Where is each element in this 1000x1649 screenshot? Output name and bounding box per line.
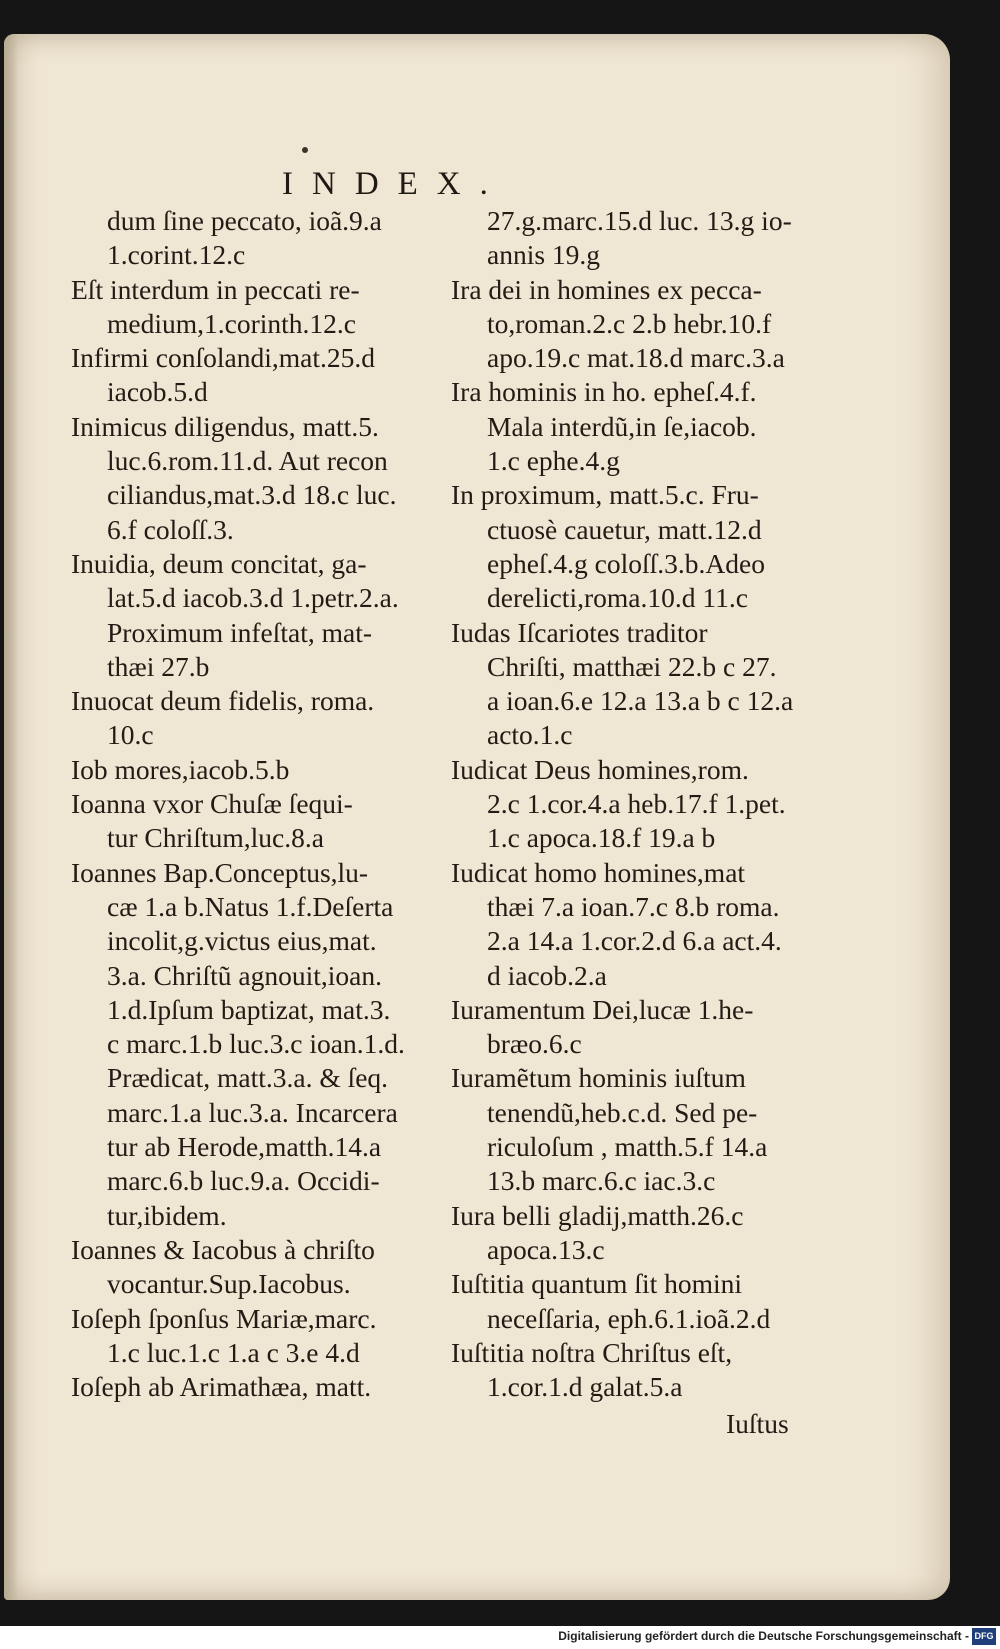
index-entry-line: Mala interdũ,in ſe,iacob.	[487, 410, 757, 442]
index-entry	[451, 1267, 806, 1336]
index-entry	[71, 684, 426, 753]
index-entry-line: Ira dei in homines ex pecca-	[451, 273, 762, 305]
running-head: INDEX.	[282, 166, 507, 202]
index-entry-line: marc.1.a luc.3.a. Incarcera	[107, 1096, 398, 1128]
index-entry-line: incolit,g.victus eius,mat.	[107, 925, 377, 957]
index-entry-line: annis 19.g	[487, 239, 601, 271]
index-entry	[71, 1302, 426, 1371]
index-entry-line: 13.b marc.6.c iac.3.c	[487, 1165, 716, 1197]
index-entry-line: Iob mores,iacob.5.b	[71, 753, 290, 785]
index-entry-line: apoca.13.c	[487, 1233, 605, 1265]
index-entry-line: Iuramentum Dei,lucæ 1.he-	[451, 993, 754, 1025]
index-entry-line: acto.1.c	[487, 719, 573, 751]
index-entry-line: marc.6.b luc.9.a. Occidi-	[107, 1165, 380, 1197]
digitization-footer	[0, 1626, 1000, 1649]
index-entry	[451, 616, 806, 753]
index-entry-line: thæi 27.b	[107, 650, 210, 682]
index-entry-line: a ioan.6.e 12.a 13.a b c 12.a	[487, 685, 794, 717]
dfg-logo: DFG	[972, 1628, 996, 1645]
index-entry-line: luc.6.rom.11.d. Aut recon	[107, 445, 388, 477]
index-entry	[451, 273, 806, 376]
index-entry-line: Ira hominis in ho. epheſ.4.f.	[451, 376, 757, 408]
index-entry-line: Ioſeph ab Arimathæa, matt.	[71, 1371, 372, 1403]
index-entry-line: Infirmi conſolandi,mat.25.d	[71, 342, 375, 374]
index-entry-line: Inuidia, deum concitat, ga-	[71, 547, 367, 579]
ink-dot	[302, 147, 308, 153]
index-entry-line: epheſ.4.g coloſſ.3.b.Adeo	[487, 547, 765, 579]
index-entry	[71, 753, 426, 787]
index-entry-line: apo.19.c mat.18.d marc.3.a	[487, 342, 785, 374]
index-entry-line: In proximum, matt.5.c. Fru-	[451, 479, 759, 511]
index-entry-line: 1.c apoca.18.f 19.a b	[487, 822, 716, 854]
index-column-right	[451, 204, 806, 1404]
index-entry-line: Ioannes Bap.Conceptus,lu-	[71, 856, 369, 888]
index-entry-line: 6.f coloſſ.3.	[107, 513, 234, 545]
index-entry-line: 1.corint.12.c	[107, 239, 246, 271]
index-entry-line: derelicti,roma.10.d 11.c	[487, 582, 748, 614]
index-entry	[451, 856, 806, 993]
index-entry-line: d iacob.2.a	[487, 959, 607, 991]
index-entry	[71, 856, 426, 1233]
index-entry-line: Iudicat homo homines,mat	[451, 856, 746, 888]
index-entry-line: Proximum infeſtat, mat-	[107, 616, 373, 648]
index-entry-line: Chriſti, matthæi 22.b c 27.	[487, 650, 777, 682]
index-entry	[451, 478, 806, 615]
index-entry-line: tur ab Herode,matth.14.a	[107, 1131, 382, 1163]
index-entry-line: iacob.5.d	[107, 376, 208, 408]
index-entry	[451, 1061, 806, 1198]
index-entry	[451, 1336, 806, 1405]
index-entry-line: tur Chriſtum,luc.8.a	[107, 822, 324, 854]
index-entry-line: tur,ibidem.	[107, 1199, 227, 1231]
index-entry-line: Prædicat, matt.3.a. & ſeq.	[107, 1062, 389, 1094]
index-entry-line: 2.a 14.a 1.cor.2.d 6.a act.4.	[487, 925, 782, 957]
index-entry-line: vocantur.Sup.Iacobus.	[107, 1268, 351, 1300]
index-entry-line: 27.g.marc.15.d luc. 13.g io-	[487, 205, 792, 236]
index-entry-line: Ioanna vxor Chuſæ ſequi-	[71, 788, 353, 820]
index-entry-line: to,roman.2.c 2.b hebr.10.f	[487, 307, 772, 339]
index-entry-line: Ioannes & Iacobus à chriſto	[71, 1233, 375, 1265]
index-entry	[451, 1199, 806, 1268]
index-entry	[71, 787, 426, 856]
index-entry	[451, 993, 806, 1062]
index-entry-line: tenendũ,heb.c.d. Sed pe-	[487, 1096, 758, 1128]
index-entry	[71, 547, 426, 684]
index-entry-line: Inuocat deum fidelis, roma.	[71, 685, 375, 717]
index-entry-line: cæ 1.a b.Natus 1.f.Deſerta	[107, 890, 394, 922]
index-entry-line: Inimicus diligendus, matt.5.	[71, 410, 379, 442]
index-entry-line: Iuſtitia noſtra Chriſtus eſt,	[451, 1336, 733, 1368]
index-entry-line: ctuosè cauetur, matt.12.d	[487, 513, 762, 545]
funding-credit: Digitalisierung gefördert durch die Deutsche Forschungsgemeinschaft -	[558, 1629, 969, 1643]
index-entry-line: Iuramẽtum hominis iuſtum	[451, 1062, 746, 1094]
index-entry-line: Eſt interdum in peccati re-	[71, 273, 360, 305]
index-entry	[451, 204, 806, 273]
index-entry	[71, 1233, 426, 1302]
catchword: Iuſtus	[726, 1408, 789, 1439]
index-entry-line: riculoſum , matth.5.f 14.a	[487, 1131, 768, 1163]
index-entry	[71, 204, 426, 273]
index-entry-line: Ioſeph ſponſus Mariæ,marc.	[71, 1302, 377, 1334]
book-page	[4, 34, 950, 1600]
index-entry-line: Iuſtitia quantum ſit homini	[451, 1268, 743, 1300]
index-entry-line: neceſſaria, eph.6.1.ioã.2.d	[487, 1302, 771, 1334]
index-entry-line: 1.c luc.1.c 1.a c 3.e 4.d	[107, 1336, 360, 1368]
index-column-left	[71, 204, 426, 1404]
index-entry	[71, 341, 426, 410]
index-entry-line: lat.5.d iacob.3.d 1.petr.2.a.	[107, 582, 399, 614]
index-entry-line: c marc.1.b luc.3.c ioan.1.d.	[107, 1028, 405, 1060]
index-entry-line: dum ſine peccato, ioã.9.a	[107, 205, 382, 236]
index-entry-line: 1.cor.1.d galat.5.a	[487, 1371, 683, 1403]
index-entry	[451, 753, 806, 856]
index-entry-line: 10.c	[107, 719, 154, 751]
index-entry	[71, 410, 426, 547]
index-entry	[451, 375, 806, 478]
index-entry-line: thæi 7.a ioan.7.c 8.b roma.	[487, 890, 780, 922]
index-entry-line: 2.c 1.cor.4.a heb.17.f 1.pet.	[487, 788, 786, 820]
index-entry-line: Iudas Iſcariotes traditor	[451, 616, 708, 648]
index-entry	[71, 273, 426, 342]
index-entry-line: bræo.6.c	[487, 1028, 582, 1060]
index-entry-line: Iudicat Deus homines,rom.	[451, 753, 749, 785]
index-entry-line: ciliandus,mat.3.d 18.c luc.	[107, 479, 397, 511]
index-entry-line: 1.c ephe.4.g	[487, 445, 620, 477]
index-entry-line: medium,1.corinth.12.c	[107, 307, 356, 339]
index-entry-line: 1.d.Ipſum baptizat, mat.3.	[107, 993, 391, 1025]
index-entry	[71, 1370, 426, 1404]
index-entry-line: Iura belli gladij,matth.26.c	[451, 1199, 744, 1231]
index-entry-line: 3.a. Chriſtũ agnouit,ioan.	[107, 959, 382, 991]
